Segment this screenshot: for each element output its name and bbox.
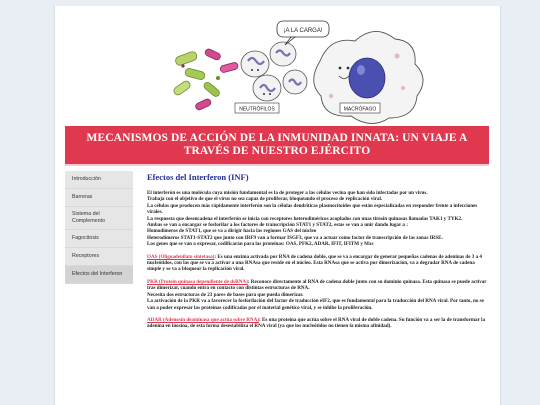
intro-line: Trabaja con el objetivo de que el virus no sea capaz de proliferar, bloqueando el proceso de replicación viral. [147,196,383,203]
label-neutrophils-text: NEUTRÓFILOS [239,106,275,113]
intro-line: Ambas se van a encargar se fosforilar a los factores de transcripción STAT1 y STAT2, estas se van a unir dando lugar a : [147,222,408,229]
title-banner [65,126,489,166]
page-title: MECANISMOS DE ACCIÓN DE LA INMUNIDAD INNATA: UN VIAJE A TRAVÉS DE NUESTRO EJÉRCITO [86,132,468,157]
adar-link[interactable]: ADAR (Adenosín deaminasa que actúa sobre RNA) [147,316,259,323]
label-macrophage-text: MACRÓFAGO [343,106,377,113]
pkr-link[interactable]: PKR (Proteín quinasa dependiente de dsRNA) [147,278,248,285]
intro-line: Homodímeros de STAT1, que se va a dirigir hacia las regiones GAS del núcleo [147,228,317,235]
sidebar-item-interferon[interactable]: Efectos del Interferon [65,266,133,284]
pkr-text: : Reconoce directamente al RNA de cadena doble junto con su dominio quinasa. Esta quinasa se puede activar tras dimerizar, cuando entra en contacto con distintas estructuras de RNA. [147,278,487,292]
immune-cells-cartoon [55,6,500,124]
intro-line: La células que producen más rápidamente interferón son la células dendríticas plasmocitoides que están especializadas en responder frente a infecciones virales. [147,202,478,216]
pkr-line: Necesita dos estructuras de 23 pares de bases para que pueda dimerizar. [147,291,304,298]
intro-line: El interferón es una molécula cuya misión fundamental es la de proteger a las células vecina que han sido infectadas por un virus. [147,190,428,196]
hero-illustration [55,6,500,124]
speech-bubble [277,21,329,45]
oas-link[interactable]: OAS (Oligoadenilato sintetasa) [147,253,215,260]
sidebar-item-introduccion[interactable]: Introducción [65,171,133,189]
sidebar-item-receptores[interactable]: Receptores [65,248,133,266]
main-content [147,166,489,330]
pkr-paragraph [147,279,489,292]
speech-bubble-text: ¡A LA CARGA! [283,28,323,34]
oas-text: : Es una enzima activada por RNA de cadena doble, que se va a encargar de generar pequeñas cadenas de adeninas de 3 a 4 nucleótidos, con las que se va a activar a una RNAsa que reside en el núcleo. Esta RNAsa que se activa por dimerización, va a degradar RNA de cadena simple y se va a bloquear la replicación viral. [147,253,482,273]
label-neutrophils [235,103,279,113]
intro-line: Los genes que se van a expresar, codificarán para las proteínas: OAS, PFK2, ADAR, IFIT, IFITM y Mxs [147,241,374,248]
intro-line: La respuesta que desencadena el interferón se inicia con receptores heterodiméricos acoplados con unas tirosin quinasas llamadas TAK1 y TYK2. [147,215,463,222]
pkr-line: La activación de la PKR va a favorecer la fosforilación del factor de traducción eIF2, que es fundamental para la traducción del RNA viral. Por tanto, no se van a poder expresar las proteínas codificadas por el material genético viral, y se inhibe la proliferación. [147,298,484,311]
oas-paragraph [147,254,489,273]
sidebar-item-fagocitosis[interactable]: Fagocitosis [65,230,133,248]
sidebar-item-barreras[interactable]: Barreras [65,189,133,207]
intro-line: Heterodímeros STAT1-STAT2 que junto con IRF9 van a formar ISGF3, que va a actuar como factor de transcripción de las zonas IRSE. [147,234,443,241]
sidebar-nav [65,171,133,284]
page-container [54,6,501,405]
adar-paragraph [147,317,489,330]
bacteria-group [172,48,238,111]
section-heading: Efectos del Interferon (INF) [147,172,249,182]
label-macrophage [340,103,380,113]
adar-text: : Es una proteína que actúa sobre el RNA viral de doble cadena. Su función va a ser la de transformar la adenina en inosina, de esta forma desestabiliza el RNA viral (ya que los nucleótidos no tienen la misma afinidad). [147,316,486,330]
sidebar-item-complemento[interactable]: Sistema del Complemento [65,207,133,230]
neutrophils-group [241,42,307,101]
